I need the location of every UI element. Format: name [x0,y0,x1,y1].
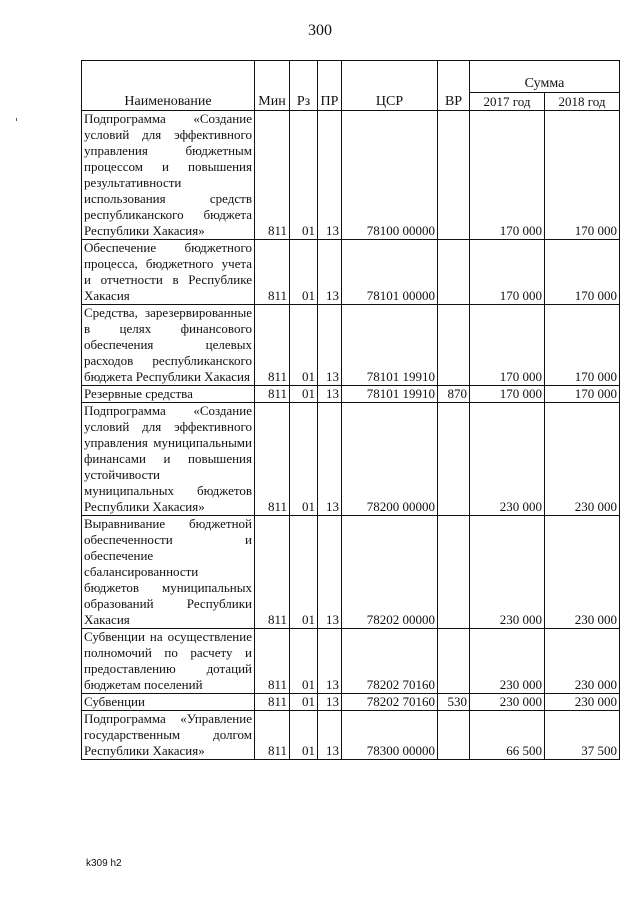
table-body [82,111,620,760]
cell-name [82,403,255,516]
cell-rz: 01 [290,516,318,629]
cell-vr [438,111,470,240]
cell-sum-2018: 230 000 [545,694,620,711]
cell-rz: 01 [290,629,318,694]
table-row [82,711,620,760]
cell-sum-2017: 230 000 [470,694,545,711]
cell-min: 811 [255,386,290,403]
cell-min: 811 [255,240,290,305]
cell-name [82,629,255,694]
cell-pr: 13 [318,305,342,386]
row-title: Подпрограмма «Создание условий для эффективного управления муниципальными финансами и повышения устойчивости муниципальных бюджетов Республики Хакасия» [84,403,252,514]
scan-mark [16,118,17,121]
cell-name [82,240,255,305]
header-csr: ЦСР [342,61,438,111]
cell-rz: 01 [290,305,318,386]
cell-sum-2018: 230 000 [545,629,620,694]
cell-sum-2018: 170 000 [545,386,620,403]
cell-min: 811 [255,629,290,694]
header-name: Наименование [82,61,255,111]
cell-rz: 01 [290,711,318,760]
cell-sum-2018: 230 000 [545,516,620,629]
row-title: Средства, зарезервированные в целях финансового обеспечения целевых расходов республиканского бюджета Республики Хакасия [84,305,252,384]
cell-min: 811 [255,516,290,629]
table-row [82,629,620,694]
cell-sum-2018: 230 000 [545,403,620,516]
cell-sum-2017: 170 000 [470,305,545,386]
cell-csr: 78202 00000 [342,516,438,629]
footer-code: k309 h2 [86,858,122,869]
cell-pr: 13 [318,240,342,305]
cell-min: 811 [255,403,290,516]
cell-pr: 13 [318,516,342,629]
cell-csr: 78202 70160 [342,629,438,694]
cell-vr [438,305,470,386]
cell-pr: 13 [318,694,342,711]
cell-min: 811 [255,694,290,711]
table-row [82,240,620,305]
cell-csr: 78300 00000 [342,711,438,760]
cell-sum-2017: 170 000 [470,111,545,240]
cell-vr: 530 [438,694,470,711]
cell-vr [438,711,470,760]
cell-csr: 78101 19910 [342,305,438,386]
cell-vr [438,240,470,305]
cell-rz: 01 [290,240,318,305]
row-title: Подпрограмма «Управление государственным долгом Республики Хакасия» [84,711,252,758]
cell-pr: 13 [318,629,342,694]
row-title: Подпрограмма «Создание условий для эффективного управления бюджетным процессом и повышения результативности использования средств республиканского бюджета Республики Хакасия» [84,111,252,238]
cell-rz: 01 [290,403,318,516]
cell-sum-2018: 170 000 [545,305,620,386]
cell-sum-2017: 170 000 [470,240,545,305]
cell-sum-2017: 66 500 [470,711,545,760]
cell-min: 811 [255,305,290,386]
cell-csr: 78202 70160 [342,694,438,711]
cell-csr: 78200 00000 [342,403,438,516]
header-min: Мин [255,61,290,111]
cell-min: 811 [255,711,290,760]
table-row [82,403,620,516]
cell-csr: 78101 00000 [342,240,438,305]
table-header [82,61,620,111]
cell-min: 811 [255,111,290,240]
cell-rz: 01 [290,694,318,711]
page-number: 300 [308,22,332,39]
row-title: Резервные средства [84,386,193,401]
header-sum: Сумма [470,61,620,93]
cell-vr: 870 [438,386,470,403]
header-year-2018: 2018 год [545,93,620,111]
header-year-2017: 2017 год [470,93,545,111]
row-title: Обеспечение бюджетного процесса, бюджетного учета и отчетности в Республике Хакасия [84,240,252,303]
header-rz: Рз [290,61,318,111]
cell-rz: 01 [290,111,318,240]
row-title: Субвенции [84,694,145,709]
row-title: Выравнивание бюджетной обеспеченности и обеспечение сбалансированности бюджетов муниципальных образований Республики Хакасия [84,516,252,627]
cell-name [82,305,255,386]
cell-vr [438,629,470,694]
cell-sum-2018: 170 000 [545,240,620,305]
cell-pr: 13 [318,111,342,240]
header-pr: ПР [318,61,342,111]
cell-csr: 78100 00000 [342,111,438,240]
cell-sum-2018: 37 500 [545,711,620,760]
table-row [82,111,620,240]
table-row [82,694,620,711]
cell-name [82,711,255,760]
cell-pr: 13 [318,386,342,403]
cell-name [82,386,255,403]
budget-table [81,60,620,760]
cell-pr: 13 [318,403,342,516]
cell-sum-2017: 230 000 [470,403,545,516]
cell-sum-2018: 170 000 [545,111,620,240]
cell-rz: 01 [290,386,318,403]
cell-sum-2017: 230 000 [470,516,545,629]
cell-sum-2017: 230 000 [470,629,545,694]
table-row [82,386,620,403]
cell-vr [438,516,470,629]
header-vr: ВР [438,61,470,111]
cell-vr [438,403,470,516]
cell-pr: 13 [318,711,342,760]
cell-csr: 78101 19910 [342,386,438,403]
cell-name [82,516,255,629]
row-title: Субвенции на осуществление полномочий по расчету и предоставлению дотаций бюджетам поселений [84,629,252,692]
cell-name [82,111,255,240]
table-row [82,516,620,629]
cell-sum-2017: 170 000 [470,386,545,403]
table-row [82,305,620,386]
cell-name [82,694,255,711]
